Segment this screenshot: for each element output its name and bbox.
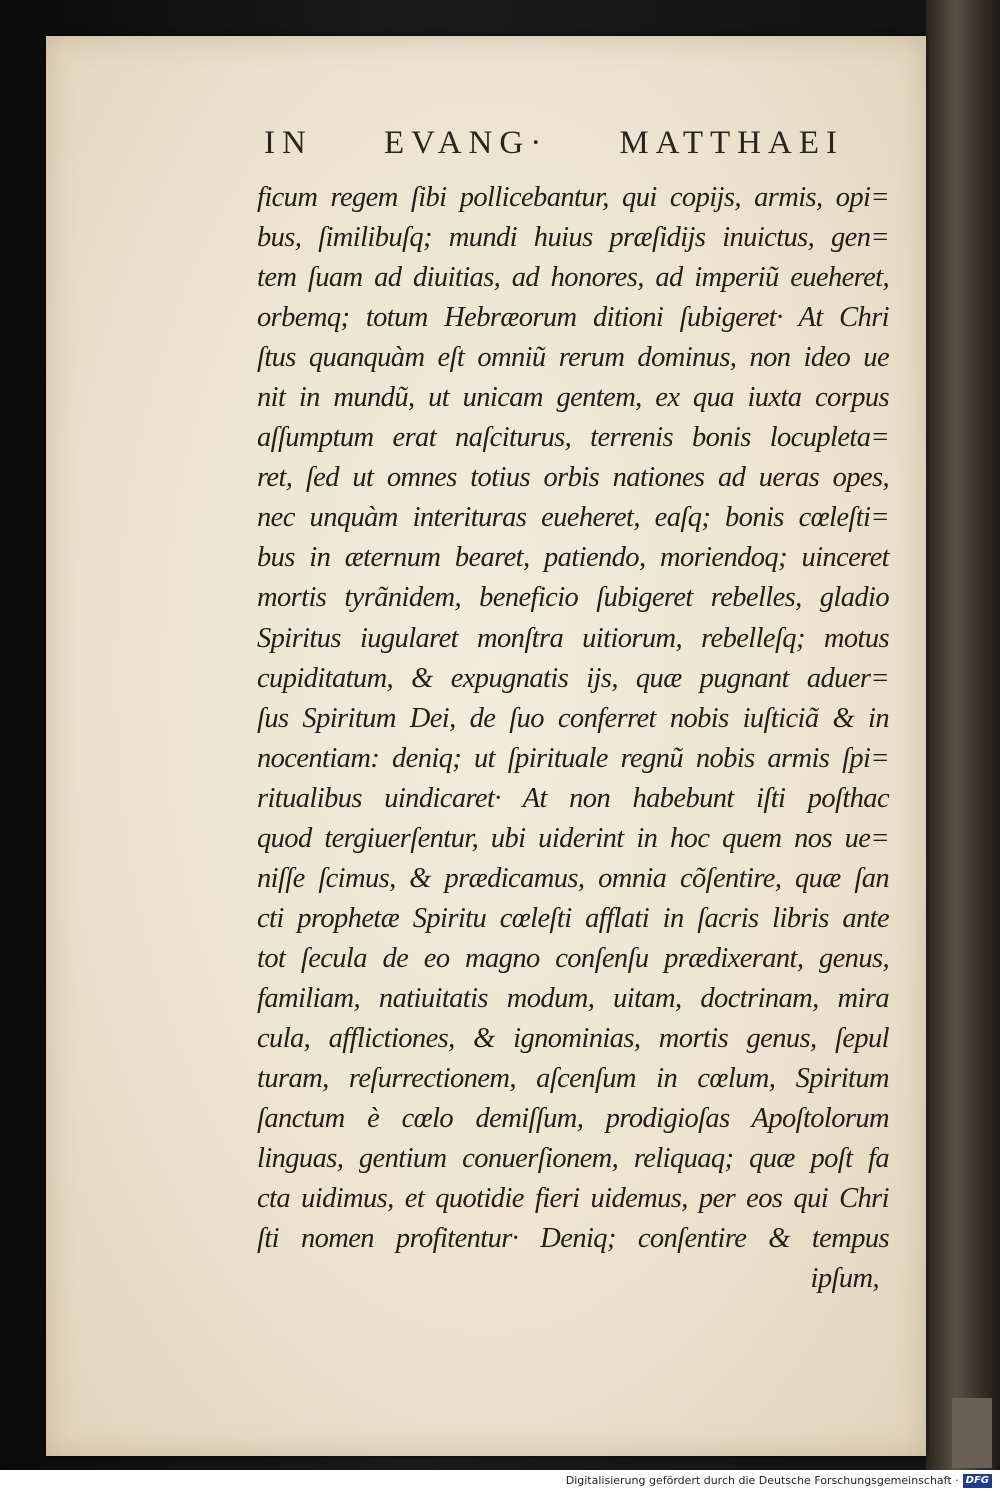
text-line: ritualibus uindicaret· At non habebunt iſti poſthac xyxy=(257,782,889,814)
funding-note: Digitalisierung gefördert durch die Deutsche Forschungsgemeinschaft · xyxy=(565,1474,959,1487)
text-line: ſanctum è cœlo demiſſum, prodigioſas Apoſtolorum xyxy=(257,1103,889,1135)
running-head-word: EVANG· xyxy=(383,124,549,161)
text-line: turam, reſurrectionem, aſcenſum in cœlum, Spiritum xyxy=(257,1063,889,1095)
text-line: orbemq; totum Hebræorum ditioni ſubigeret· At Chri xyxy=(257,302,889,334)
book-edge-tab xyxy=(952,1398,992,1468)
text-line: tem ſuam ad diuitias, ad honores, ad imperiũ eueheret, xyxy=(257,262,889,294)
text-line: cta uidimus, et quotidie fieri uidemus, per eos qui Chri xyxy=(257,1183,889,1215)
text-line: ſus Spiritum Dei, de ſuo conferret nobis iuſticiã & in xyxy=(257,702,889,734)
text-line: niſſe ſcimus, & prædicamus, omnia cõſentire, quæ ſan xyxy=(257,862,889,894)
text-line: cupiditatum, & expugnatis ijs, quæ pugnant aduer= xyxy=(257,662,889,694)
text-line: ret, ſed ut omnes totius orbis nationes ad ueras opes, xyxy=(257,462,889,494)
text-line: ſti nomen profitentur· Deniq; conſentire & tempus xyxy=(257,1223,889,1255)
text-line: cti prophetæ Spiritu cœleſti afflati in ſacris libris ante xyxy=(257,902,889,934)
dfg-logo: DFG xyxy=(963,1474,992,1488)
body-text xyxy=(257,178,889,1298)
text-line: bus, ſimilibuſq; mundi huius præſidijs inuictus, gen= xyxy=(257,222,889,254)
catchword: ipſum, xyxy=(810,1263,879,1295)
running-head xyxy=(264,119,844,167)
text-line: aſſumptum erat naſciturus, terrenis bonis locupleta= xyxy=(257,422,889,454)
text-line: nocentiam: deniq; ut ſpirituale regnũ nobis armis ſpi= xyxy=(257,742,889,774)
text-line: bus in æternum bearet, patiendo, moriendoq; uinceret xyxy=(257,542,889,574)
text-line: tot ſecula de eo magno conſenſu prædixerant, genus, xyxy=(257,942,889,974)
running-head-word: MATTHAEI xyxy=(619,124,844,161)
book-edge xyxy=(926,0,1000,1470)
text-line: nec unquàm interituras eueheret, eaſq; bonis cœleſti= xyxy=(257,502,889,534)
text-line: linguas, gentium conuerſionem, reliquaq; quæ poſt fa xyxy=(257,1143,889,1175)
running-head-word: IN xyxy=(264,124,313,161)
text-line: familiam, natiuitatis modum, uitam, doctrinam, mira xyxy=(257,982,889,1014)
text-line: cula, afflictiones, & ignominias, mortis genus, ſepul xyxy=(257,1022,889,1054)
text-line: ficum regem ſibi pollicebantur, qui copijs, armis, opi= xyxy=(257,182,889,213)
text-line: quod tergiuerſentur, ubi uiderint in hoc quem nos ue= xyxy=(257,822,889,854)
text-line: ſtus quanquàm eſt omniũ rerum dominus, non ideo ue xyxy=(257,342,889,374)
text-line: Spiritus iugularet monſtra uitiorum, rebelleſq; motus xyxy=(257,622,889,654)
attribution-bar xyxy=(0,1470,1000,1491)
text-line: nit in mundũ, ut unicam gentem, ex qua iuxta corpus xyxy=(257,382,889,414)
text-line: mortis tyrãnidem, beneficio ſubigeret rebelles, gladio xyxy=(257,582,889,614)
